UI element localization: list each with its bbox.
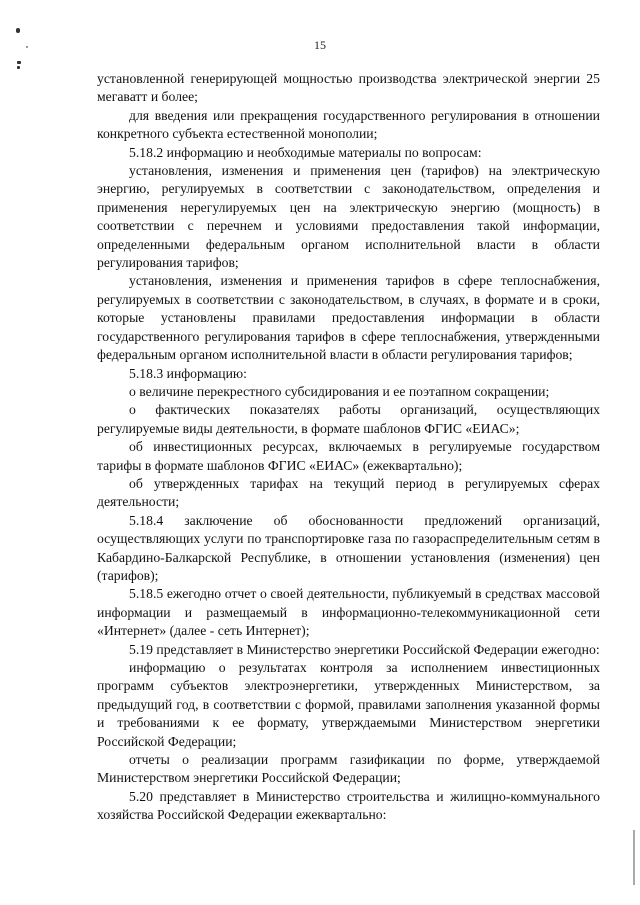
document-body	[97, 70, 600, 825]
paragraph: для введения или прекращения государственного регулирования в отношении конкретного субъекта естественной монополии;	[97, 107, 600, 142]
paragraph-section-5-20: 5.20 представляет в Министерство строительства и жилищно-коммунального хозяйства Российской Федерации ежеквартально:	[97, 788, 600, 823]
paragraph-section-5-19: 5.19 представляет в Министерство энергетики Российской Федерации ежегодно:	[129, 641, 600, 657]
paragraph: информацию о результатах контроля за исполнением инвестиционных программ субъектов электроэнергетики, утвержденных Министерством, за предыдущий год, в соответствии с формой, правилами заполнения указанной формы и требованиями к ее формату, утверждаемыми Министерством энергетики Российской Федерации;	[97, 660, 600, 749]
scan-mark	[17, 66, 20, 69]
paragraph: о фактических показателях работы организаций, осуществляющих регулируемые виды деятельности, в формате шаблонов ФГИС «ЕИАС»;	[97, 402, 600, 436]
paragraph-section-5-18-4: 5.18.4 заключение об обоснованности предложений организаций, осуществляющих услуги по транспортировке газа по газораспределительным сетям в Кабардино-Балкарской Республике, в отношении установления (изменения) цен (тарифов);	[97, 512, 600, 583]
paragraph: о величине перекрестного субсидирования и ее поэтапном сокращении;	[129, 383, 550, 399]
paragraph: установления, изменения и применения тарифов в сфере теплоснабжения, регулируемых в соответствии с законодательством, в случаях, в формате и в сроки, которые установлены правилами предоставления информации в области государственного регулирования тарифов в сфере теплоснабжения, утвержденными федеральным органом исполнительной власти в области регулирования тарифов;	[97, 273, 600, 363]
paragraph-section-5-18-3: 5.18.3 информацию:	[129, 365, 247, 381]
paragraph-continuation: установленной генерирующей мощностью производства электрической энергии 25 мегаватт и более;	[97, 71, 600, 105]
scan-mark	[16, 28, 20, 33]
paragraph: отчеты о реализации программ газификации по форме, утверждаемой Министерством энергетики Российской Федерации;	[97, 752, 600, 786]
paragraph: установления, изменения и применения цен (тарифов) на электрическую энергию, регулируемых в соответствии с законодательством, определения и применения нерегулируемых цен на электрическую энергию (мощность) в соответствии с перечнем и условиями предоставления такой информации, определенными федеральным органом исполнительной власти в области регулирования тарифов;	[97, 163, 600, 271]
paragraph: об инвестиционных ресурсах, включаемых в регулируемые государством тарифы в формате шаблонов ФГИС «ЕИАС» (ежеквартально);	[97, 439, 600, 473]
scan-edge-line	[633, 830, 635, 885]
paragraph: об утвержденных тарифах на текущий период в регулируемых сферах деятельности;	[97, 475, 600, 510]
paragraph-section-5-18-5: 5.18.5 ежегодно отчет о своей деятельности, публикуемый в средствах массовой информации и размещаемый в информационно-телекоммуникационной сети «Интернет» (далее - сеть Интернет);	[97, 586, 600, 639]
scan-mark	[17, 61, 21, 64]
page-number: 15	[314, 38, 326, 52]
paragraph-section-5-18-2: 5.18.2 информацию и необходимые материалы по вопросам:	[129, 144, 482, 160]
